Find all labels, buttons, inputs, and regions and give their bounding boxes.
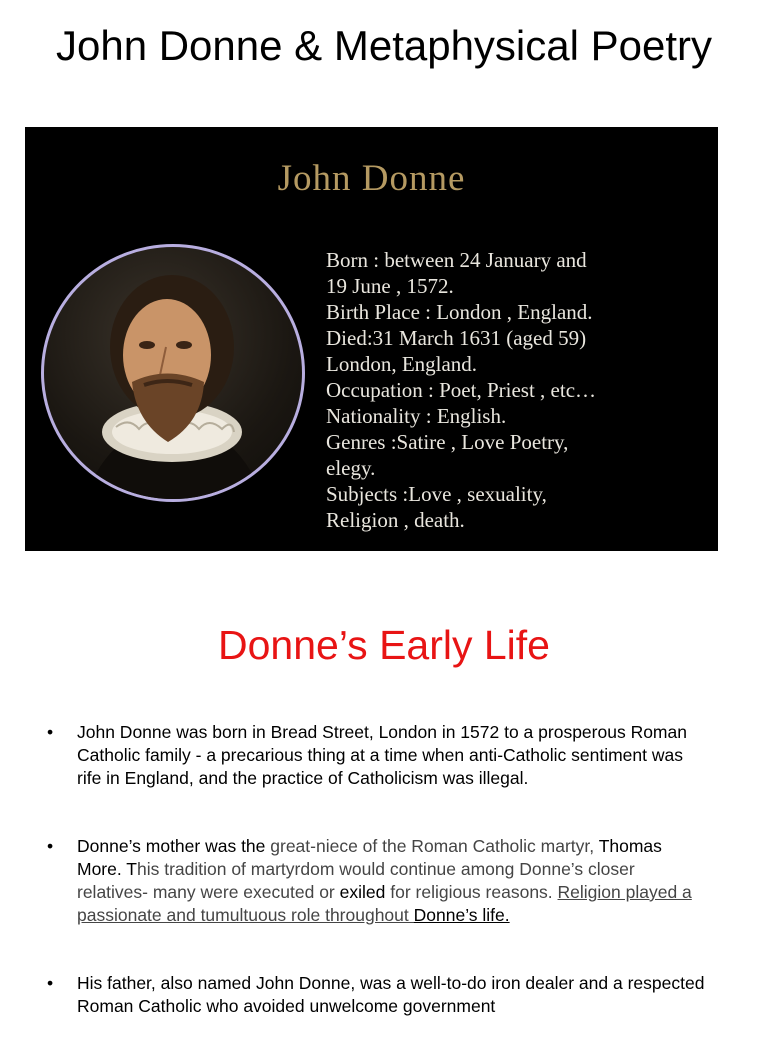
bullet-glyph: • bbox=[47, 836, 54, 856]
portrait-drawing bbox=[44, 247, 302, 499]
biography-panel bbox=[25, 127, 718, 551]
fact-line: Genres :Satire , Love Poetry, bbox=[326, 430, 569, 454]
fact-line: London, England. bbox=[326, 352, 478, 376]
bullet-text-part: for religious reasons. bbox=[385, 882, 558, 902]
underlined-text: Religion played a passionate and tumultuous role throughout bbox=[77, 882, 692, 925]
bullet-text: John Donne was born in Bread Street, London in 1572 to a prosperous Roman Catholic family - a precarious thing at a time when anti-Catholic sentiment was rife in England, and the practice of Catholicism was illegal. bbox=[77, 722, 687, 788]
panel-heading: John Donne bbox=[277, 158, 466, 199]
bullet-item bbox=[47, 721, 707, 790]
bullet-item bbox=[47, 835, 707, 927]
fact-line: 19 June , 1572. bbox=[326, 274, 454, 298]
fact-line: Nationality : English. bbox=[326, 404, 507, 428]
bullet-text: His father, also named John Donne, was a well-to-do iron dealer and a respected Roman Catholic who avoided unwelcome government bbox=[77, 973, 705, 1016]
biography-facts bbox=[326, 247, 711, 533]
bullet-text-part: his tradition of martyrdom would continue among Donne’s closer relatives- many were executed or bbox=[77, 859, 635, 902]
bullet-text-part: Donne’s mother was the bbox=[77, 836, 266, 856]
fact-line: Occupation : Poet, Priest , etc… bbox=[326, 378, 597, 402]
bullet-text-part: great-niece of the Roman Catholic martyr, bbox=[265, 836, 599, 856]
bullet-text-part: exiled bbox=[339, 882, 386, 902]
fact-line: Subjects :Love , sexuality, bbox=[326, 482, 547, 506]
fact-line: Born : between 24 January and bbox=[326, 248, 587, 272]
underlined-text: Donne’s life. bbox=[413, 905, 510, 925]
bullet-glyph: • bbox=[47, 722, 54, 742]
fact-line: elegy. bbox=[326, 456, 376, 480]
bullet-glyph: • bbox=[47, 973, 54, 993]
page-title: John Donne & Metaphysical Poetry bbox=[55, 22, 713, 69]
fact-line: Birth Place : London , England. bbox=[326, 300, 593, 324]
bullet-list bbox=[47, 721, 707, 1063]
fact-line: Religion , death. bbox=[326, 508, 465, 532]
fact-line: Died:31 March 1631 (aged 59) bbox=[326, 326, 587, 350]
bullet-item bbox=[47, 972, 707, 1018]
section-title: Donne’s Early Life bbox=[218, 622, 550, 668]
portrait-image bbox=[41, 244, 305, 502]
bullet-text-part: Thomas More. T bbox=[77, 836, 662, 879]
